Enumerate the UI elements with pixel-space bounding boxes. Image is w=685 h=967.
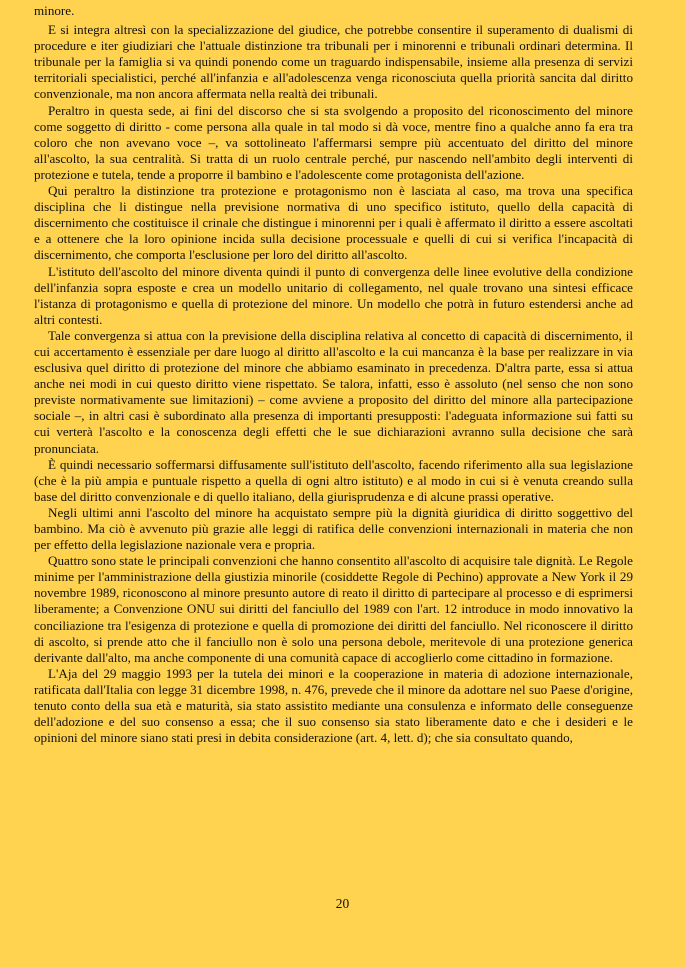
page-number: 20: [335, 896, 350, 911]
paragraph-2: Peraltro in questa sede, ai fini del discorso che si sta svolgendo a proposito del riconoscimento del minore come soggetto di diritto - come persona alla quale in tal modo si dà voce, mentre fino a qualche anno fa era tra coloro che non avevano voce –, va sottolineato l'affermarsi sempre più accentuato del diritto del minore all'ascolto, la sua centralità. Si tratta di un ruolo centrale perché, pur nascendo nell'ambito degli interventi di protezione e tutela, tende a proporre il bambino e l'adolescente come protagonista dell'azione.: [34, 102, 633, 182]
paragraph-1: E si integra altresì con la specializzazione del giudice, che potrebbe consentire il superamento di dualismi di procedure e iter giudiziari che l'attuale distinzione tra tribunali per i minorenni e tribunali ordinari determina. Il tribunale per la famiglia si va quindi ponendo come un traguardo indispensabile, insieme alla presenza di servizi territoriali specialistici, perché all'infanzia e all'adolescenza venga riconosciuta quella priorità sancita dal diritto convenzionale, ma non ancora affermata nella realtà dei tribunali.: [34, 22, 633, 102]
paragraph-9: L'Aja del 29 maggio 1993 per la tutela dei minori e la cooperazione in materia di adozione internazionale, ratificata dall'Italia con legge 31 dicembre 1998, n. 476, prevede che il minore da adottare nel suo Paese d'origine, tenuto conto della sua età e maturità, sia stato assistito mediante una consulenza e informato delle conseguenze dell'adozione e del suo consenso a essa; che il suo consenso sia stato liberamente dato e che i desideri e le opinioni del minore siano stati presi in debita considerazione (art. 4, lett. d); che sia consultato quando,: [34, 665, 633, 746]
paragraph-6: È quindi necessario soffermarsi diffusamente sull'istituto dell'ascolto, facendo riferimento alla sua legislazione (che è la più ampia e puntuale rispetto a quella di ogni altro istituto) e al modo in cui si è venuta creando sulla base del diritto convenzionale e di quello italiano, della giurisprudenza e di alcune prassi operative.: [34, 456, 633, 504]
paragraph-5: Tale convergenza si attua con la previsione della disciplina relativa al concetto di capacità di discernimento, il cui accertamento è essenziale per dare luogo al diritto all'ascolto e la cui mancanza è la base per realizzare in via esclusiva quel diritto di protezione del minore che abbiamo esaminato in precedenza. D'altra parte, essa si attua anche nei modi in cui questo diritto viene rispettato. Se talora, infatti, esso è assoluto (nel senso che non sono previste normativamente sue limitazioni) – come avviene a proposito del diritto del minore alla partecipazione sociale –, in altri casi è subordinato alla presenza di importanti presupposti: l'adeguata informazione sui fatti su cui verterà l'ascolto e la conoscenza degli effetti che le sue dichiarazioni avranno sulla decisione che sarà pronunciata.: [34, 327, 633, 456]
paragraph-7: Negli ultimi anni l'ascolto del minore ha acquistato sempre più la dignità giuridica di diritto soggettivo del bambino. Ma ciò è avvenuto più grazie alle leggi di ratifica delle convenzioni internazionali in materia che non per effetto della legislazione nazionale vera e propria.: [34, 504, 633, 553]
opening-fragment: minore.: [34, 3, 75, 18]
paragraph-8: Quattro sono state le principali convenzioni che hanno consentito all'ascolto di acquisire tale dignità. Le Regole minime per l'amministrazione della giustizia minorile (cosiddette Regole di Pechino) approvate a New York il 29 novembre 1989, riconoscono al minore presunto autore di reato il diritto di partecipare al processo e di esprimersi liberamente; a Convenzione ONU sui diritti del fanciullo del 1989 con l'art. 12 introduce in modo innovativo la conciliazione tra l'esigenza di protezione e quella di promozione dei diritti del fanciullo. Nel riconoscere il diritto di ascolto, si prende atto che il fanciullo non è solo una persona debole, meritevole di una protezione generica derivante dall'alto, ma anche componente di una comunità capace di accoglierlo come cittadino in formazione.: [34, 553, 633, 665]
paragraph-3: Qui peraltro la distinzione tra protezione e protagonismo non è lasciata al caso, ma trova una specifica disciplina che li distingue nella previsione normativa di uno specifico istituto, quello della capacità di discernimento che costituisce il crinale che distingue i minorenni per i quali è affermato il diritto a essere ascoltati e a ottenere che la loro opinione incida sulla decisione processuale e quelli di cui si verifica l'incapacità di discernimento, che comporta l'esclusione per loro del diritto all'ascolto.: [34, 183, 633, 263]
paragraph-4: L'istituto dell'ascolto del minore diventa quindi il punto di convergenza delle linee evolutive della condizione dell'infanzia sopra esposte e crea un modello unitario di collegamento, nel quale trovano una sintesi efficace l'istanza di protagonismo e quella di protezione del minore. Un modello che potrà in futuro estendersi anche ad altri contesti.: [34, 263, 633, 327]
